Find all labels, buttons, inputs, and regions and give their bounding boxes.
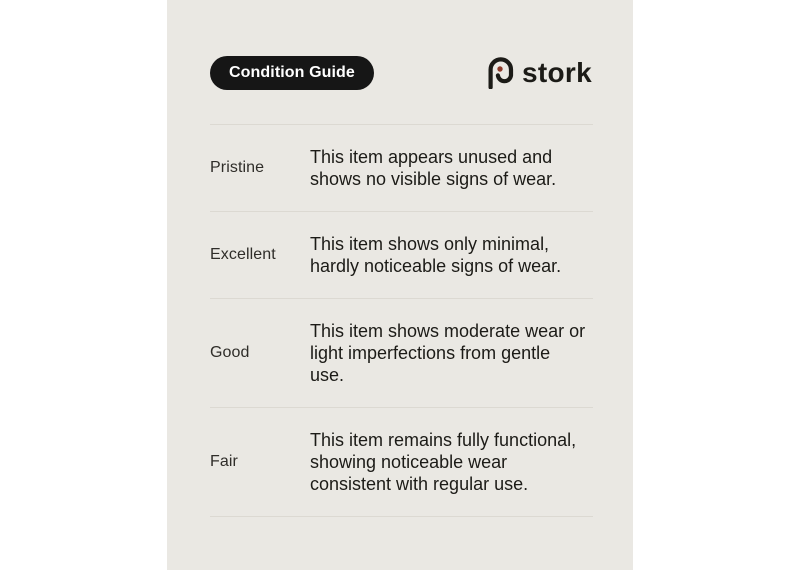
condition-label: Excellent — [210, 246, 276, 263]
condition-label: Pristine — [210, 159, 265, 176]
condition-description: This item appears unused and shows no visible signs of wear. — [310, 147, 557, 189]
stork-wordmark: stork — [522, 57, 592, 88]
condition-row-excellent — [210, 211, 593, 298]
condition-row-fair — [210, 407, 593, 516]
card-header — [167, 0, 633, 90]
stork-dot-icon — [497, 66, 502, 71]
condition-description: This item shows only minimal, hardly noticeable signs of wear. — [310, 234, 562, 276]
condition-description: This item shows moderate wear or light imperfections from gentle use. — [310, 321, 586, 385]
stork-mark-icon — [486, 57, 516, 89]
condition-guide-card — [167, 0, 633, 570]
condition-description: This item remains fully functional, showing noticeable wear consistent with regular use. — [310, 430, 577, 494]
condition-table — [210, 124, 593, 517]
condition-row-good — [210, 298, 593, 407]
condition-label: Fair — [210, 453, 238, 470]
condition-guide-badge[interactable]: Condition Guide — [210, 56, 374, 90]
condition-label: Good — [210, 344, 250, 361]
stork-logo — [486, 57, 592, 89]
condition-row-pristine — [210, 124, 593, 211]
